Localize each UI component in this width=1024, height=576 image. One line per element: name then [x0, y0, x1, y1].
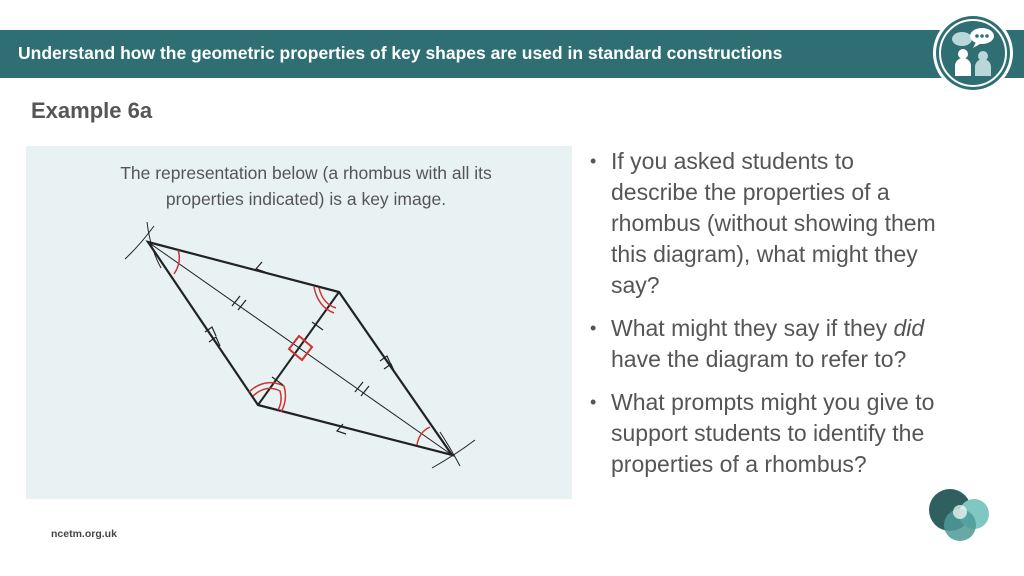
footer-site: ncetm.org.uk: [51, 528, 117, 540]
bullet-line: What prompts might you give to: [611, 389, 935, 415]
bullet-line: [611, 313, 990, 344]
question-list: [590, 146, 990, 492]
tick-mark: [232, 296, 240, 306]
bullet-icon: •: [590, 392, 597, 412]
long-diagonal: [148, 242, 452, 455]
bullet-line: say?: [611, 272, 660, 298]
caption-line: properties indicated) is a key image.: [165, 189, 447, 209]
angle-mark-bottom-right: [417, 427, 430, 445]
tick-mark: [355, 382, 363, 392]
emphasis-text: did: [893, 315, 925, 341]
list-item: [590, 387, 990, 480]
bullet-line: this diagram), what might they: [611, 241, 918, 267]
bullet-line: properties of a rhombus?: [611, 451, 867, 477]
list-item: [590, 146, 990, 301]
caption-line: The representation below (a rhombus with all its: [120, 163, 492, 183]
bullet-text: What might they say if they: [611, 315, 894, 341]
ncetm-logo-icon: [928, 488, 990, 544]
tick-mark: [238, 300, 246, 310]
page-title: Understand how the geometric properties of key shapes are used in standard constructions: [18, 43, 783, 63]
bullet-line: have the diagram to refer to?: [611, 346, 907, 372]
bullet-icon: •: [590, 151, 597, 171]
bullet-line: describe the properties of a: [611, 179, 890, 205]
bullet-icon: •: [590, 318, 597, 338]
bullet-line: If you asked students to: [611, 148, 854, 174]
example-title: Example 6a: [31, 98, 153, 123]
bullet-line: support students to identify the: [611, 420, 925, 446]
list-item: [590, 313, 990, 375]
bullet-line: rhombus (without showing them: [611, 210, 936, 236]
